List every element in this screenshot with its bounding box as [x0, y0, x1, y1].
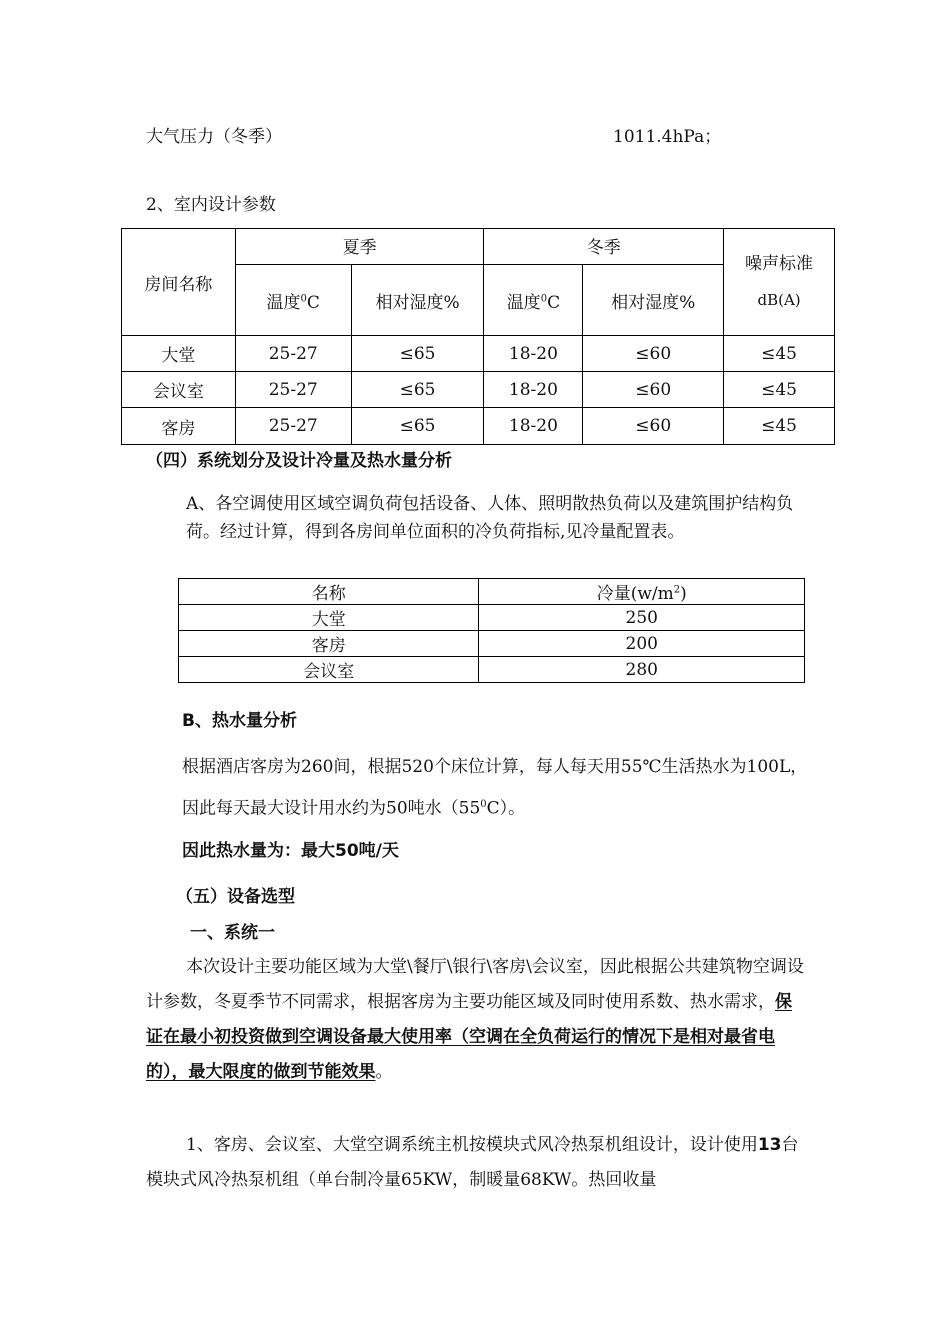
winter-humidity-cell: ≤60 — [583, 408, 724, 445]
indoor-params-title: 2、室内设计参数 — [146, 195, 276, 215]
summer-header: 夏季 — [235, 229, 484, 265]
room-name-cell: 会议室 — [179, 657, 479, 683]
summer-humidity-cell: ≤65 — [351, 408, 484, 445]
item-1-paragraph: 1、客房、会议室、大堂空调系统主机按模块式风冷热泵机组设计，设计使用13台模块式风冷热泵机组（单台制冷量65KW，制暖量68KW。热回收量 — [146, 1135, 799, 1190]
name-header: 名称 — [179, 579, 479, 605]
table-row — [122, 408, 835, 445]
room-name-cell: 会议室 — [122, 372, 236, 408]
section-a-paragraph: A、各空调使用区域空调负荷包括设备、人体、照明散热负荷以及建筑围护结构负荷。经过计算，得到各房间单位面积的冷负荷指标,见冷量配置表。 — [186, 494, 794, 542]
room-name-header: 房间名称 — [122, 229, 236, 336]
winter-header: 冬季 — [484, 229, 724, 265]
summer-temp-header: 温度$^0$C — [235, 265, 351, 336]
room-name-cell: 大堂 — [179, 605, 479, 631]
table-row — [179, 631, 805, 657]
section-5-title: （五）设备选型 — [176, 887, 295, 907]
pressure-value: 1011.4hPa； — [613, 127, 722, 147]
summer-temp-cell: 25-27 — [235, 336, 351, 372]
winter-temp-header: 温度$^0$C — [484, 265, 583, 336]
summer-humidity-cell: ≤65 — [351, 372, 484, 408]
winter-temp-cell: 18-20 — [484, 408, 583, 445]
cooling-value-cell: 250 — [479, 605, 805, 631]
summer-temp-cell: 25-27 — [235, 372, 351, 408]
winter-humidity-cell: ≤60 — [583, 336, 724, 372]
table-row — [179, 605, 805, 631]
table-row — [122, 336, 835, 372]
noise-cell: ≤45 — [724, 336, 835, 372]
winter-humidity-header: 相对湿度% — [583, 265, 724, 336]
indoor-params-table — [121, 228, 835, 445]
noise-cell: ≤45 — [724, 408, 835, 445]
room-name-cell: 客房 — [179, 631, 479, 657]
pressure-label: 大气压力（冬季） — [146, 127, 282, 147]
table-row — [179, 657, 805, 683]
winter-humidity-cell: ≤60 — [583, 372, 724, 408]
section-b-title: B、热水量分析 — [182, 711, 297, 731]
energy-saving-emphasis: 保证在最小初投资做到空调设备最大使用率（空调在全负荷运行的情况下是相对最省电的），最大限度的做到节能效果 — [146, 992, 792, 1082]
noise-header: 噪声标准 dB(A) — [724, 229, 835, 336]
system-1-title: 一、系统一 — [190, 923, 275, 943]
system-1-paragraph: 本次设计主要功能区域为大堂\餐厅\银行\客房\会议室，因此根据公共建筑物空调设计参数，冬夏季节不同需求，根据客房为主要功能区域及同时使用系数、热水需求，保证在最小初投资做到空调设备最大使用率（空调在全负荷运行的情况下是相对最省电的），最大限度的做到节能效果。 — [146, 957, 804, 1082]
room-name-cell: 大堂 — [122, 336, 236, 372]
hot-water-result: 因此热水量为：最大50吨/天 — [182, 841, 399, 861]
cooling-value-cell: 280 — [479, 657, 805, 683]
winter-temp-cell: 18-20 — [484, 336, 583, 372]
table-row — [122, 372, 835, 408]
summer-humidity-cell: ≤65 — [351, 336, 484, 372]
summer-humidity-header: 相对湿度% — [351, 265, 484, 336]
section-4-title: （四）系统划分及设计冷量及热水量分析 — [146, 451, 452, 471]
room-name-cell: 客房 — [122, 408, 236, 445]
cooling-load-table — [178, 578, 805, 683]
noise-cell: ≤45 — [724, 372, 835, 408]
section-b-paragraph: 根据酒店客房为260间，根据520个床位计算，每人每天用55℃生活热水为100L，因此每天最大设计用水约为50吨水$(55^0C)$。 — [182, 757, 808, 819]
summer-temp-cell: 25-27 — [235, 408, 351, 445]
cooling-load-header: 冷量$(w/m^2)$ — [479, 579, 805, 605]
cooling-value-cell: 200 — [479, 631, 805, 657]
winter-temp-cell: 18-20 — [484, 372, 583, 408]
